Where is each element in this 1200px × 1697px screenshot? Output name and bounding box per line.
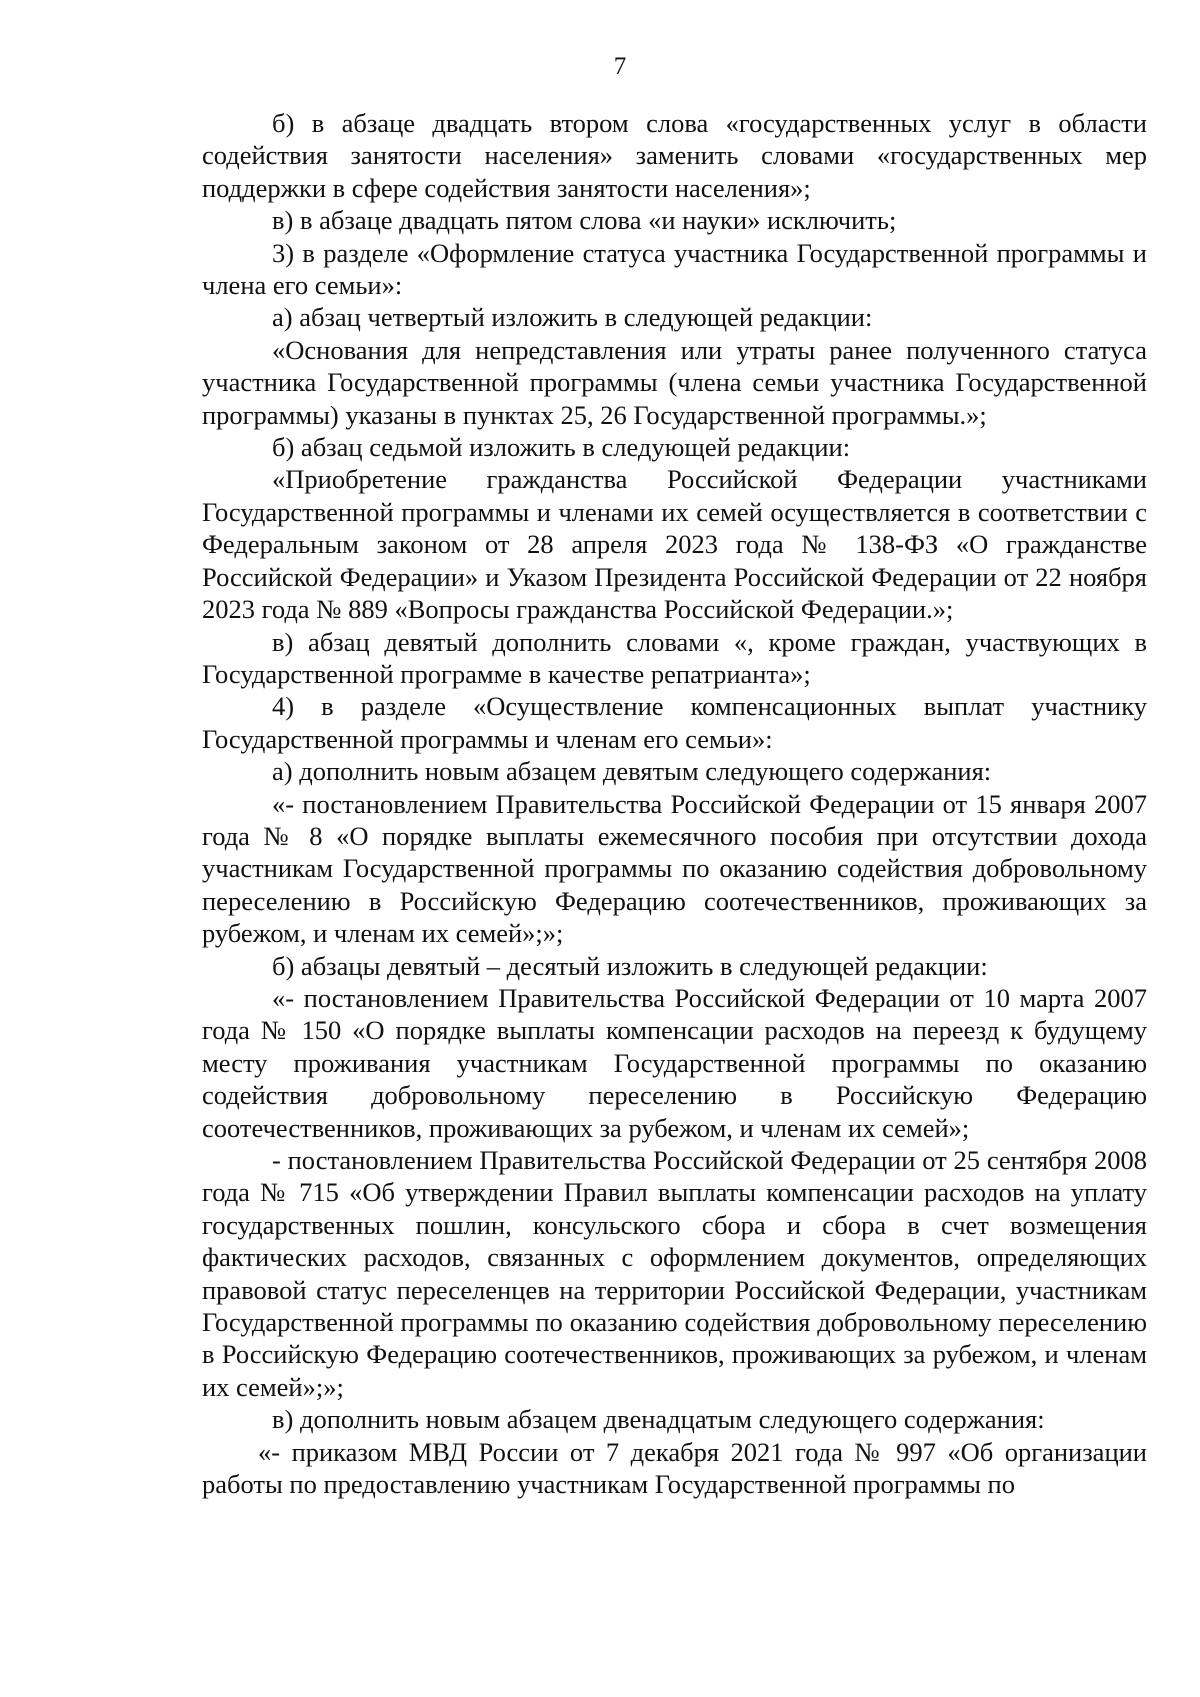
paragraph: б) абзацы девятый – десятый изложить в следующей редакции: bbox=[272, 950, 988, 981]
paragraph: «- приказом МВД России от 7 декабря 2021 года № 997 «Об организации работы по предоставлению участникам Государственной программы по bbox=[202, 1436, 1147, 1500]
paragraph: «Приобретение гражданства Российской Федерации участниками Государственной программы и членами их семей осуществляется в соответствии с Федеральным законом от 28 апреля 2023 года № 138-ФЗ «О гражданстве Российской Федерации» и Указом Президента Российской Федерации от 22 ноября 2023 года № 889 «Вопросы гражданства Российской Федерации.»; bbox=[202, 464, 1147, 625]
paragraph: «- постановлением Правительства Российской Федерации от 15 января 2007 года № 8 «О порядке выплаты ежемесячного пособия при отсутствии дохода участникам Государственной программы по оказанию содействия добровольному переселению в Российскую Федерацию соотечественников, проживающих за рубежом, и членам их семей»;»; bbox=[202, 788, 1147, 949]
paragraph: 3) в разделе «Оформление статуса участника Государственной программы и члена его семьи»: bbox=[202, 237, 1147, 301]
paragraph: в) абзац девятый дополнить словами «, кроме граждан, участвующих в Государственной программе в качестве репатрианта»; bbox=[202, 626, 1147, 689]
document-body bbox=[202, 107, 1147, 1500]
paragraph: в) в абзаце двадцать пятом слова «и науки» исключить; bbox=[272, 205, 897, 236]
paragraph: а) абзац четвертый изложить в следующей редакции: bbox=[272, 302, 873, 333]
paragraph: б) в абзаце двадцать втором слова «государственных услуг в области содействия занятости населения» заменить словами «государственных мер поддержки в сфере содействия занятости населения»; bbox=[202, 108, 1147, 203]
paragraph: а) дополнить новым абзацем девятым следующего содержания: bbox=[272, 756, 992, 787]
paragraph: «Основания для непредставления или утраты ранее полученного статуса участника Государственной программы (члена семьи участника Государственной программы) указаны в пунктах 25, 26 Государственной программы.»; bbox=[202, 334, 1147, 430]
paragraph: б) абзац седьмой изложить в следующей редакции: bbox=[272, 432, 851, 463]
paragraph: «- постановлением Правительства Российской Федерации от 10 марта 2007 года № 150 «О порядке выплаты компенсации расходов на переезд к будущему месту проживания участникам Государственной программы по оказанию содействия добровольному переселению в Российскую Федерацию соотечественников, проживающих за рубежом, и членам их семей»; bbox=[202, 982, 1147, 1143]
paragraph: в) дополнить новым абзацем двенадцатым следующего содержания: bbox=[272, 1404, 1045, 1435]
paragraph: 4) в разделе «Осуществление компенсационных выплат участнику Государственной программы и членам его семьи»: bbox=[202, 691, 1147, 754]
paragraph: - постановлением Правительства Российской Федерации от 25 сентября 2008 года № 715 «Об утверждении Правил выплаты компенсации расходов на уплату государственных пошлин, консульского сбора и сбора в счет возмещения фактических расходов, связанных с оформлением документов, определяющих правовой статус переселенцев на территории Российской Федерации, участникам Государственной программы по оказанию содействия добровольному переселению в Российскую Федерацию соотечественников, проживающих за рубежом, и членам их семей»;»; bbox=[202, 1145, 1147, 1402]
page-number: 7 bbox=[613, 53, 627, 80]
